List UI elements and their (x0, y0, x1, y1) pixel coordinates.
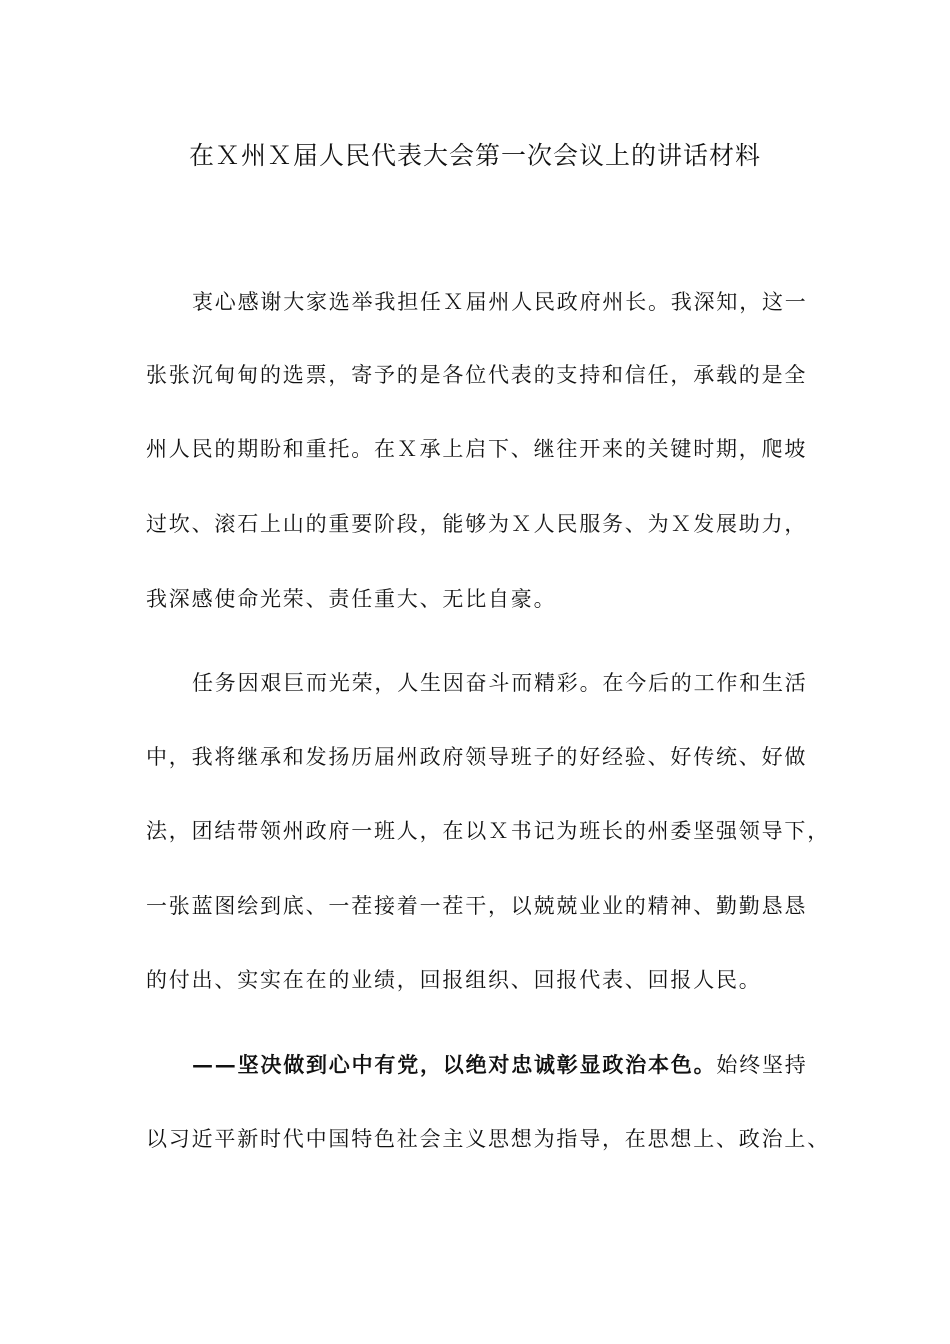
paragraph-1-line-5: 我深感使命光荣、责任重大、无比自豪。 (146, 587, 557, 611)
paragraph-2-line-1: 任务因艰巨而光荣，人生因奋斗而精彩。在今后的工作和生活 (192, 671, 808, 695)
paragraph-1-line-1: 衷心感谢大家选举我担任Ｘ届州人民政府州长。我深知，这一 (192, 290, 808, 314)
paragraph-3-line-1 (192, 1053, 808, 1077)
paragraph-3-bold-lead: ——坚决做到心中有党，以绝对忠诚彰显政治本色。 (192, 1052, 717, 1077)
paragraph-1-line-2: 张张沉甸甸的选票，寄予的是各位代表的支持和信任，承载的是全 (146, 363, 808, 387)
paragraph-2-line-4: 一张蓝图绘到底、一茬接着一茬干，以兢兢业业的精神、勤勤恳恳 (146, 894, 808, 918)
document-title: 在Ｘ州Ｘ届人民代表大会第一次会议上的讲话材料 (188, 141, 761, 170)
paragraph-3-line-2: 以习近平新时代中国特色社会主义思想为指导，在思想上、政治上、 (146, 1127, 830, 1151)
paragraph-1-line-4: 过坎、滚石上山的重要阶段，能够为Ｘ人民服务、为Ｘ发展助力， (146, 512, 808, 536)
paragraph-3-line-1-rest: 始终坚持 (716, 1053, 808, 1077)
paragraph-2-line-2: 中，我将继承和发扬历届州政府领导班子的好经验、好传统、好做 (146, 745, 808, 769)
paragraph-2-line-3: 法，团结带领州政府一班人，在以Ｘ书记为班长的州委坚强领导下， (146, 819, 830, 843)
paragraph-2-line-5: 的付出、实实在在的业绩，回报组织、回报代表、回报人民。 (146, 968, 762, 992)
paragraph-1-line-3: 州人民的期盼和重托。在Ｘ承上启下、继往开来的关键时期，爬坡 (146, 437, 808, 461)
